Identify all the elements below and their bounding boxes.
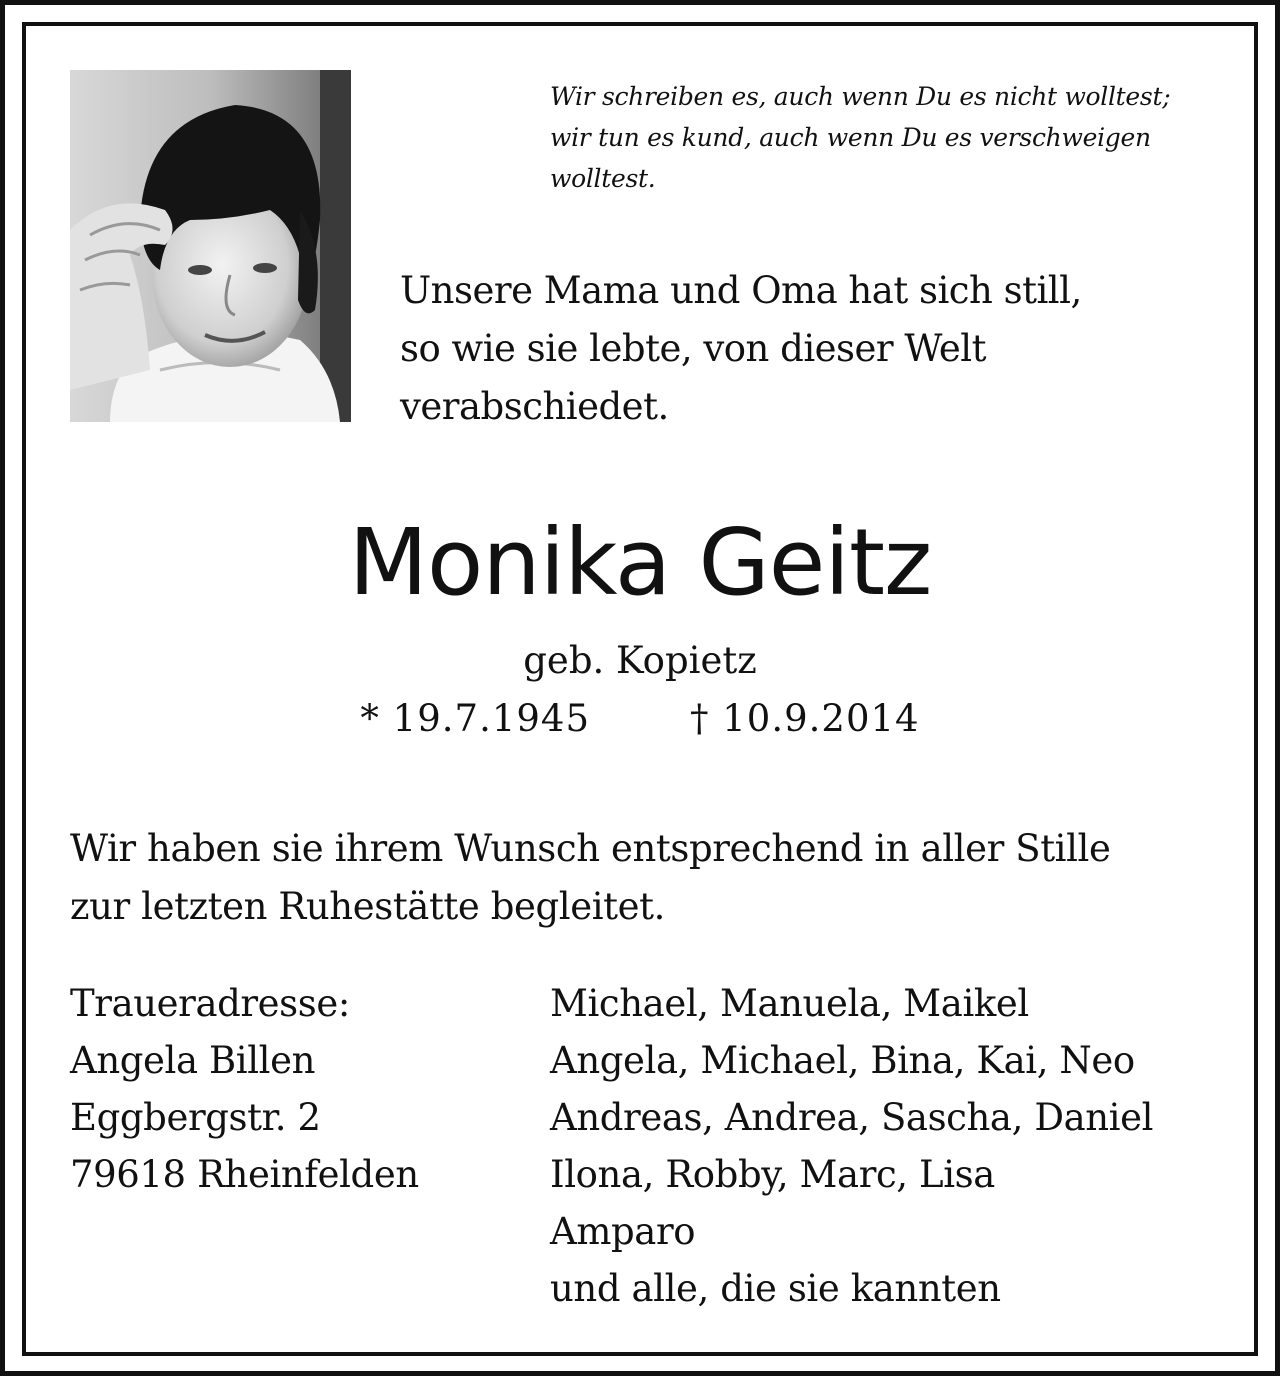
mourner-line: Angela, Michael, Bina, Kai, Neo [550,1039,1135,1082]
mourner-line: und alle, die sie kannten [550,1267,1001,1310]
mourning-address [70,975,419,1203]
address-line: Eggbergstr. 2 [70,1096,321,1139]
portrait-photo [70,70,351,422]
intro-text [400,262,1082,436]
epigraph-quote [550,76,1230,199]
intro-line: so wie sie lebte, von dieser Welt [400,327,986,370]
birth-date: * 19.7.1945 [360,697,590,740]
statement-line: Wir haben sie ihrem Wunsch entsprechend in aller Stille [70,827,1111,870]
address-line: Traueradresse: [70,982,350,1025]
quote-line: wir tun es kund, auch wenn Du es verschweigen [550,123,1151,152]
quote-line: wolltest. [550,164,656,193]
mourner-line: Michael, Manuela, Maikel [550,982,1029,1025]
mourners-list [550,975,1153,1317]
deceased-name: Monika Geitz [348,509,932,616]
mourner-line: Ilona, Robby, Marc, Lisa [550,1153,995,1196]
mourner-line: Andreas, Andrea, Sascha, Daniel [550,1096,1154,1139]
death-date: † 10.9.2014 [690,697,920,740]
quote-line: Wir schreiben es, auch wenn Du es nicht wolltest; [550,82,1171,111]
address-line: Angela Billen [70,1039,316,1082]
life-dates [0,694,1280,744]
address-line: 79618 Rheinfelden [70,1153,419,1196]
mourner-line: Amparo [550,1210,696,1253]
maiden-name: geb. Kopietz [523,639,757,682]
intro-line: Unsere Mama und Oma hat sich still, [400,269,1082,312]
burial-statement [70,820,1110,936]
intro-line: verabschiedet. [400,385,669,428]
statement-line: zur letzten Ruhestätte begleitet. [70,885,665,928]
